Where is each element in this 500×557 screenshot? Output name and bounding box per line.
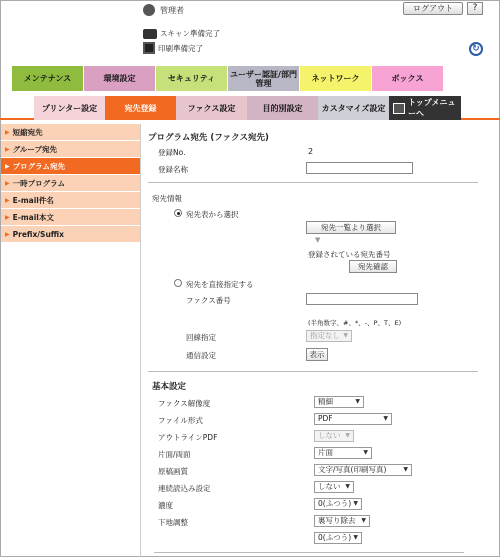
sidebar-item-label: E-mail本文 — [12, 212, 54, 222]
tab-network[interactable]: ネットワーク — [300, 66, 372, 91]
dest-confirm-button[interactable]: 宛先確認 — [349, 260, 397, 273]
density-value: 0(ふつう) — [318, 499, 352, 508]
chevron-down-icon: ▼ — [353, 534, 358, 541]
sidebar-item-group[interactable] — [1, 141, 140, 158]
reg-name-input[interactable] — [306, 162, 413, 174]
user-name: 管理者 — [160, 6, 184, 15]
sidebar-item-label: グループ宛先 — [12, 144, 58, 154]
chevron-down-icon: ▼ — [355, 398, 360, 405]
reg-no-value: 2 — [308, 147, 314, 156]
top-menu-button[interactable] — [389, 96, 461, 120]
tab-fax-settings[interactable]: ファクス設定 — [176, 96, 248, 120]
simplex-duplex-value: 片面 — [318, 448, 333, 457]
divider — [154, 552, 464, 553]
reg-name-label: 登録名称 — [158, 165, 188, 174]
tab-maintenance[interactable]: メンテナンス — [12, 66, 84, 91]
sidebar-item-label: Prefix/Suffix — [12, 229, 64, 239]
tab-user-auth[interactable]: ユーザー認証/部門管理 — [228, 66, 300, 91]
file-format-value: PDF — [318, 414, 333, 423]
tab-environment[interactable]: 環境設定 — [84, 66, 156, 91]
logout-button[interactable]: ログアウト — [403, 2, 463, 15]
chevron-down-icon: ▼ — [343, 332, 348, 339]
background-adjust-label: 下地調整 — [158, 518, 188, 527]
resolution-select[interactable] — [314, 396, 364, 408]
user-icon — [143, 4, 155, 16]
chevron-down-icon: ▼ — [383, 415, 388, 422]
divider — [148, 371, 478, 372]
help-button[interactable]: ? — [467, 2, 483, 15]
fax-number-input[interactable] — [306, 293, 418, 305]
dest-info-label: 宛先情報 — [152, 194, 182, 203]
arrow-right-icon: ▶ — [5, 179, 10, 187]
basic-settings-title: 基本設定 — [152, 382, 187, 392]
sidebar-item-label: 一時プログラム — [12, 178, 66, 188]
fax-number-hint: (半角数字、#、*、-、P、T、E) — [308, 319, 402, 327]
comm-label: 通信設定 — [186, 351, 216, 360]
top-menu-icon — [393, 103, 405, 114]
resolution-value: 精細 — [318, 397, 333, 406]
radio-direct-entry[interactable] — [174, 279, 182, 287]
divider — [148, 182, 478, 183]
sidebar-divider — [140, 124, 141, 557]
scan-status — [143, 28, 220, 39]
radio-select-label: 宛先表から選択 — [186, 210, 239, 219]
continuous-scan-value: しない — [318, 482, 341, 491]
original-quality-value: 文字/写真(印刷写真) — [318, 465, 387, 474]
chevron-down-icon: ▼ — [353, 500, 358, 507]
background-level-value: 0(ふつう) — [318, 533, 352, 542]
arrow-right-icon: ▶ — [5, 213, 10, 221]
arrow-right-icon: ▶ — [5, 145, 10, 153]
chevron-down-icon: ▼ — [403, 466, 408, 473]
continuous-scan-label: 連続読込み設定 — [158, 484, 211, 493]
reg-no-label: 登録No. — [158, 148, 186, 157]
top-menu-label: トップメニューへ — [408, 98, 456, 118]
radio-direct-label: 宛先を直接指定する — [186, 280, 254, 289]
background-adjust-select[interactable] — [314, 515, 370, 527]
line-select-value: 指定なし — [310, 331, 340, 340]
sidebar — [1, 124, 140, 243]
sub-tabs — [34, 96, 461, 120]
sidebar-item-temp-program[interactable] — [1, 175, 140, 192]
down-arrow-icon: ▼ — [315, 236, 321, 244]
simplex-duplex-label: 片面/両面 — [158, 450, 191, 459]
radio-select-from-list[interactable] — [174, 209, 182, 217]
sidebar-item-label: 短縮宛先 — [12, 127, 43, 137]
outline-pdf-select[interactable] — [314, 430, 354, 442]
tab-printer-settings[interactable]: プリンター設定 — [34, 96, 106, 120]
comm-show-button[interactable]: 表示 — [306, 348, 328, 361]
file-format-select[interactable] — [314, 413, 392, 425]
chevron-down-icon: ▼ — [363, 449, 368, 456]
arrow-right-icon: ▶ — [5, 128, 10, 136]
sidebar-item-email-body[interactable] — [1, 209, 140, 226]
sidebar-item-speed-dial[interactable] — [1, 124, 140, 141]
continuous-scan-select[interactable] — [314, 481, 354, 493]
scanner-icon — [143, 29, 157, 39]
line-select[interactable] — [306, 330, 352, 342]
background-level-select[interactable] — [314, 532, 362, 544]
chevron-down-icon: ▼ — [345, 432, 350, 439]
density-label: 濃度 — [158, 501, 173, 510]
original-quality-label: 原稿画質 — [158, 467, 188, 476]
print-status-text: 印刷準備完了 — [158, 43, 203, 53]
sidebar-item-label: E-mail件名 — [12, 195, 54, 205]
density-select[interactable] — [314, 498, 362, 510]
sidebar-item-prefix-suffix[interactable] — [1, 226, 140, 243]
outline-pdf-value: しない — [318, 431, 341, 440]
sidebar-item-label: プログラム宛先 — [12, 161, 66, 171]
resolution-label: ファクス解像度 — [158, 399, 211, 408]
tab-purpose-settings[interactable]: 目的別設定 — [247, 96, 319, 120]
tab-destination-registration[interactable]: 宛先登録 — [105, 96, 177, 120]
chevron-down-icon: ▼ — [345, 483, 350, 490]
arrow-right-icon: ▶ — [5, 196, 10, 204]
fax-number-label: ファクス番号 — [186, 296, 231, 305]
page-title: プログラム宛先 (ファクス宛先) — [148, 133, 269, 143]
arrow-right-icon: ▶ — [5, 162, 10, 170]
dest-list-button[interactable]: 宛先一覧より選択 — [306, 221, 396, 234]
outline-pdf-label: アウトラインPDF — [158, 433, 218, 442]
original-quality-select[interactable] — [314, 464, 412, 476]
sidebar-item-email-subject[interactable] — [1, 192, 140, 209]
printer-icon — [143, 42, 155, 54]
arrow-right-icon: ▶ — [5, 230, 10, 238]
print-status — [143, 42, 203, 54]
tab-box[interactable]: ボックス — [372, 66, 444, 91]
registered-label: 登録されている宛先番号 — [308, 250, 391, 259]
line-label: 回線指定 — [186, 333, 216, 342]
tab-security[interactable]: セキュリティ — [156, 66, 228, 91]
scan-status-text: スキャン準備完了 — [160, 29, 220, 38]
background-adjust-value: 裏写り除去 — [318, 516, 356, 525]
chevron-down-icon: ▼ — [361, 517, 366, 524]
tab-customize-settings[interactable]: カスタマイズ設定 — [318, 96, 390, 120]
sidebar-item-program[interactable] — [1, 158, 140, 175]
main-category-tabs — [12, 66, 444, 91]
simplex-duplex-select[interactable] — [314, 447, 372, 459]
refresh-icon[interactable]: ↻ — [469, 42, 483, 56]
file-format-label: ファイル形式 — [158, 416, 203, 425]
